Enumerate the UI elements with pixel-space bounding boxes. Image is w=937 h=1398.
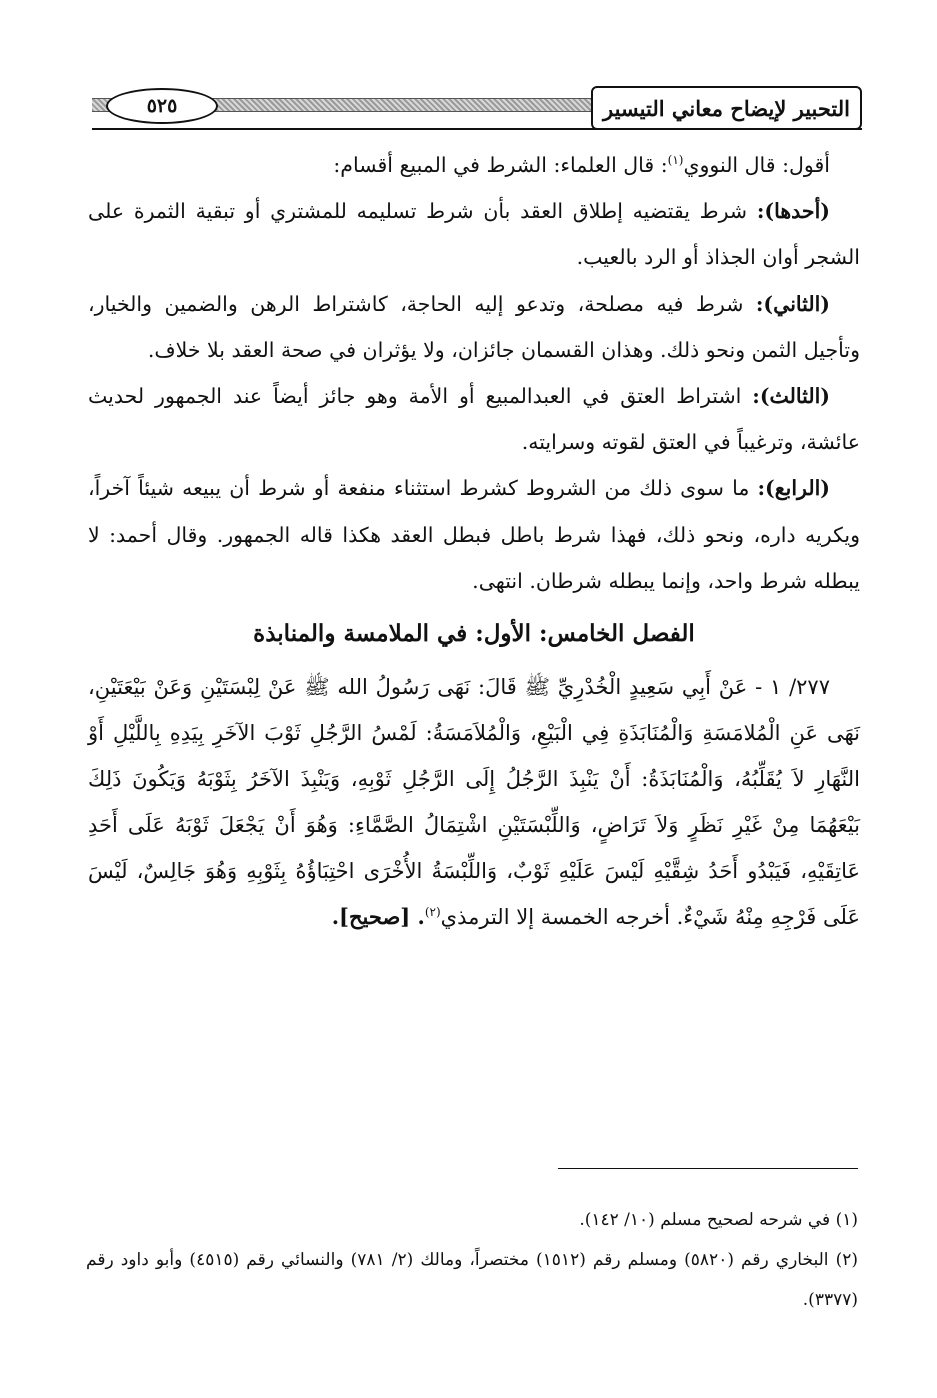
paragraph-lead: (الثاني): — [755, 291, 830, 316]
hadith-paragraph — [88, 664, 860, 940]
hadith-source: أخرجه الخمسة إلا الترمذي — [440, 905, 677, 930]
paragraph-intro: أقول: قال النووي$^{(١)}$: قال العلماء: الشرط في المبيع أقسام: — [333, 153, 830, 177]
paragraph-fourth: (الرابع): ما سوى ذلك من الشروط كشرط استثناء منفعة أو شرط أن يبيعه شيئاً آخراً، ويكريه داره، ونحو ذلك، فهذا شرط باطل فبطل العقد هكذا قاله الجمهور. وقال أحمد: لا يبطله شرط واحد، وإنما يبطله شرطان. انتهى. — [88, 476, 860, 593]
paragraph-lead: (أحدها): — [756, 199, 830, 224]
footnote-ref-1[interactable]: (١) — [667, 153, 684, 168]
hadith-text: ٢٧٧/ ١ - عَنْ أَبِي سَعِيدٍ الْخُدْرِيِّ ﷺ قَالَ: نَهَى رَسُولُ الله ﷺ عَنْ لِبْسَتَيْنِ وَعَنْ بَيْعَتَيْنِ، نَهَى عَنِ الْمُلامَسَةِ وَالْمُنَابَذَةِ فِي الْبَيْعِ، وَالْمُلاَمَسَةُ: لَمْسُ الرَّجُلِ ثَوْبَ الآخَرِ بِيَدِهِ بِاللَّيْلِ أَوْ النَّهَارِ لاَ يُقَلِّبُهُ، وَالْمُنَابَذَةُ: أَنْ يَنْبِذَ الرَّجُلُ إِلَى الرَّجُلِ ثَوْبِهِ، وَيَنْبِذَ الآخَرُ بِثَوْبَهُ وَيَكُونَ ذَلِكَ بَيْعَهُمَا مِنْ غَيْرِ نَظَرٍ وَلاَ تَرَاضٍ، وَاللِّبْسَتَيْنِ اشْتِمَالُ الصَّمَّاءِ: وَهُوَ أَنْ يَجْعَلَ ثَوْبَهُ عَلَى أَحَدِ عَاتِقَيْهِ، فَيَبْدُو أَحَدُ شِقَّيْهِ لَيْسَ عَلَيْهِ ثَوْبٌ، وَاللِّبْسَةُ الأُخْرَى احْتِبَاؤُهُ بِثَوْبِهِ وَهُوَ جَالِسٌ، لَيْسَ عَلَى فَرْجِهِ مِنْهُ شَيْءٌ. — [88, 675, 860, 930]
page-number: ٥٢٥ — [106, 88, 218, 124]
footnotes — [86, 1200, 858, 1320]
chapter-heading: الفصل الخامس: الأول: في الملامسة والمنابذة — [253, 620, 695, 648]
paragraph-lead: (الرابع): — [757, 476, 830, 501]
paragraph-lead: (الثالث): — [752, 384, 830, 409]
paragraph-second: (الثاني): شرط فيه مصلحة، وتدعو إليه الحاجة، كاشتراط الرهن والضمين والخيار، وتأجيل الثمن ونحو ذلك. وهذان القسمان جائزان، ولا يؤثران في صحة العقد بلا خلاف. — [88, 291, 860, 362]
body-text — [88, 142, 860, 940]
hadith-grade: . [صحيح]. — [331, 904, 425, 930]
page-header — [92, 88, 862, 134]
footnote-2: (٢) البخاري رقم (٥٨٢٠) ومسلم رقم (١٥١٢) مختصراً، ومالك (٢/ ٧٨١) والنسائي رقم (٤٥١٥) وأبو داود رقم (٣٣٧٧). — [86, 1250, 858, 1310]
footnote-1: (١) في شرحه لصحيح مسلم (١٠/ ١٤٢). — [579, 1210, 858, 1230]
running-title: التحبير لإيضاح معاني التيسير — [591, 86, 862, 130]
paragraph-first: (أحدها): شرط يقتضيه إطلاق العقد بأن شرط تسليمه للمشتري أو تبقية الثمرة على الشجر أوان الجذاذ أو الرد بالعيب. — [88, 199, 860, 270]
footnote-ref-2[interactable]: (٢) — [424, 905, 441, 920]
footnote-separator — [558, 1168, 858, 1169]
paragraph-third: (الثالث): اشتراط العتق في العبدالمبيع أو الأمة وهو جائز أيضاً عند الجمهور لحديث عائشة، وترغيباً في العتق لقوته وسرايته. — [88, 384, 860, 455]
